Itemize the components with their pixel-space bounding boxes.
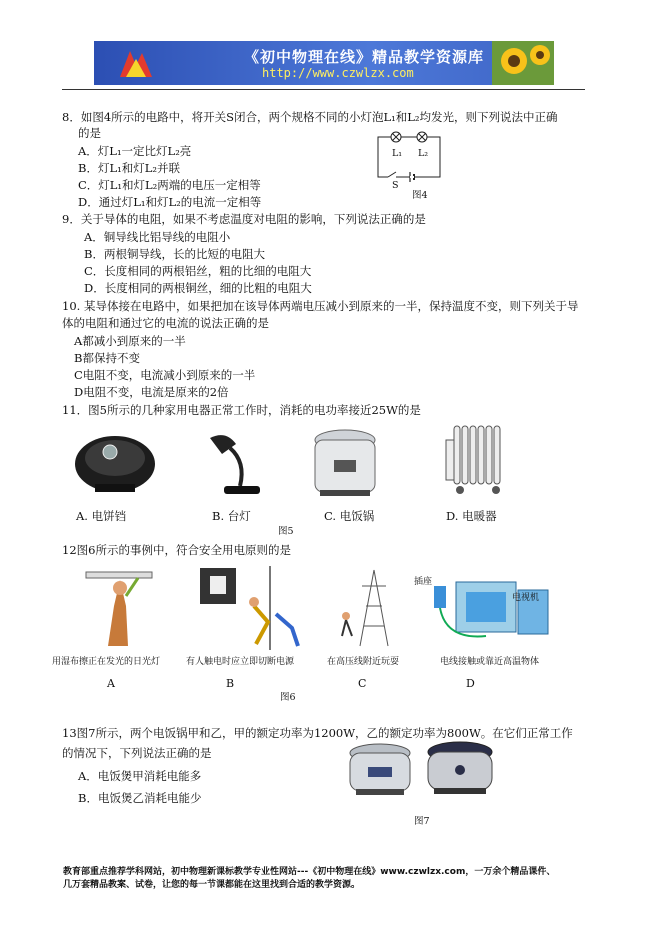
q10-option-d: D电阻不变，电流是原来的2倍 xyxy=(74,385,229,399)
fig6-option-b: B xyxy=(226,677,235,690)
q13-option-a: A．电饭煲甲消耗电能多 xyxy=(78,769,202,783)
fig6-scene-d-caption: 电线接触或靠近高温物体 xyxy=(440,657,540,667)
q8-option-b: B．灯L₁和灯L₂并联 xyxy=(78,161,180,175)
fig6-option-c: C xyxy=(358,677,367,690)
q13-option-b: B．电饭煲乙消耗电能少 xyxy=(78,791,202,805)
desk-lamp-image xyxy=(200,428,270,500)
electric-griddle-image xyxy=(70,428,160,500)
footer-line-2: 几万套精品教案、试卷，让您的每一节课都能在这里找到合适的教学资源。 xyxy=(63,880,361,890)
scene-wet-cloth-image xyxy=(80,566,160,652)
fig4-caption: 图4 xyxy=(412,190,428,201)
fig6-label-socket: 插座 xyxy=(414,577,433,587)
q8-stem-1: 8．如图4所示的电路中，将开关S闭合，两个规格不同的小灯泡L₁和L₂均发光，则下列说法中正确 xyxy=(62,110,558,124)
q8-option-c: C．灯L₁和灯L₂两端的电压一定相等 xyxy=(78,178,261,192)
q13-stem-2: 的情况下，下列说法正确的是 xyxy=(62,746,212,760)
header-banner xyxy=(94,41,554,85)
footer-line-1: 教育部重点推荐学科网站，初中物理新课标教学专业性网站---《初中物理在线》www.czwlzx.com，一万余个精品课件、 xyxy=(63,867,556,877)
fig5-option-c: C. 电饭锅 xyxy=(324,509,375,523)
q8-stem-2: 的是 xyxy=(78,126,101,140)
rice-cooker-yi-image xyxy=(422,740,498,798)
fig7-caption: 图7 xyxy=(414,816,430,827)
header-rule xyxy=(62,89,585,90)
fig6-option-a: A xyxy=(107,677,115,690)
fig5-caption: 图5 xyxy=(278,526,294,537)
fig6-caption: 图6 xyxy=(280,692,296,703)
q8-option-d: D．通过灯L₁和灯L₂的电流一定相等 xyxy=(78,195,262,209)
fig6-label-tv: 电视机 xyxy=(512,593,540,603)
fig5-option-a: A. 电饼铛 xyxy=(76,509,127,523)
oil-heater-image xyxy=(440,420,510,498)
q10-option-a: A都减小到原来的一半 xyxy=(74,334,186,348)
fig5-option-d: D. 电暖器 xyxy=(446,509,497,523)
q12-stem: 12图6所示的事例中，符合安全用电原则的是 xyxy=(62,543,291,557)
q9-option-a: A．铜导线比铝导线的电阻小 xyxy=(84,230,231,244)
banner-title: 《初中物理在线》精品教学资源库 xyxy=(244,48,485,66)
logo-icon xyxy=(116,47,156,81)
rice-cooker-image xyxy=(310,426,380,502)
q11-stem: 11．图5所示的几种家用电器正常工作时，消耗的电功率接近25W的是 xyxy=(62,403,421,417)
fig4-label-s: S xyxy=(392,180,399,191)
q13-stem-1: 13图7所示，两个电饭锅甲和乙，甲的额定功率为1200W，乙的额定功率为800W。在它们正常工作 xyxy=(62,726,573,740)
q9-stem: 9．关于导体的电阻，如果不考虑温度对电阻的影响，下列说法正确的是 xyxy=(62,212,426,226)
q9-option-d: D．长度相同的两根铜丝，细的比粗的电阻大 xyxy=(84,281,312,295)
fig4-label-l2: L₂ xyxy=(418,148,429,159)
circuit-diagram xyxy=(374,130,444,186)
q10-option-c: C电阻不变，电流减小到原来的一半 xyxy=(74,368,256,382)
rice-cooker-jia-image xyxy=(342,741,418,799)
q9-option-c: C．长度相同的两根铝丝，粗的比细的电阻大 xyxy=(84,264,312,278)
sunflower-icon xyxy=(492,41,554,85)
scene-cut-power-image xyxy=(196,566,306,652)
banner-url[interactable]: http://www.czwlzx.com xyxy=(262,66,414,80)
fig6-scene-a-caption: 用湿布擦正在发光的日光灯 xyxy=(52,657,161,667)
fig4-label-l1: L₁ xyxy=(392,148,403,159)
fig6-scene-c-caption: 在高压线附近玩耍 xyxy=(327,657,400,667)
q10-option-b: B都保持不变 xyxy=(74,351,140,365)
q10-stem-1: 10. 某导体接在电路中，如果把加在该导体两端电压减小到原来的一半，保持温度不变，则下列关于导 xyxy=(62,299,579,313)
scene-high-voltage-image xyxy=(330,566,400,652)
q9-option-b: B．两根铜导线，长的比短的电阻大 xyxy=(84,247,265,261)
scene-hot-wire-image xyxy=(426,570,556,650)
q10-stem-2: 体的电阻和通过它的电流的说法正确的是 xyxy=(62,316,269,330)
q8-option-a: A．灯L₁一定比灯L₂亮 xyxy=(78,144,192,158)
fig6-option-d: D xyxy=(466,677,475,690)
fig5-option-b: B. 台灯 xyxy=(212,509,251,523)
fig6-scene-b-caption: 有人触电时应立即切断电源 xyxy=(186,657,295,667)
